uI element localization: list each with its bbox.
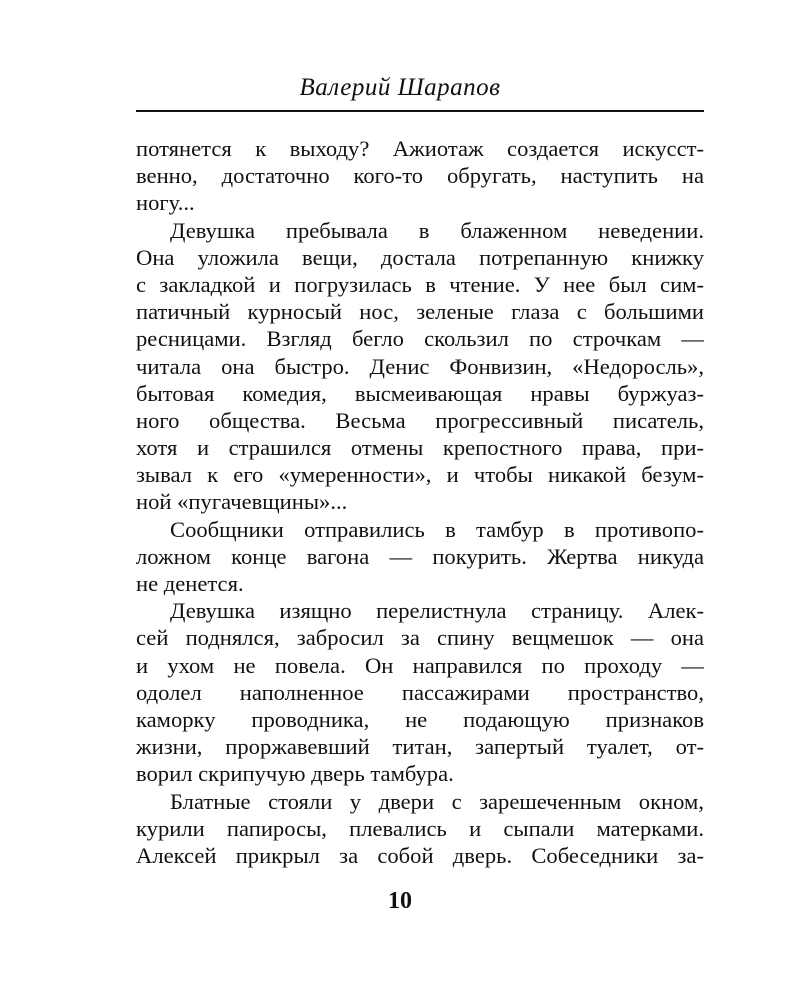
running-head-author: Валерий Шарапов (299, 74, 501, 101)
text-line: не денется. (136, 571, 244, 596)
text-line: и ухом не повела. Он направился по проходу — (136, 652, 704, 678)
text-line: сей поднялся, забросил за спину вещмешок — она (136, 625, 704, 651)
text-line: с закладкой и погрузилась в чтение. У нее был сим- (136, 271, 704, 297)
text-line: ной «пугачевщины»... (136, 489, 348, 515)
text-line: жизни, проржавевший титан, запертый туалет, от- (136, 734, 704, 760)
text-line: Блатные стояли у двери с зарешеченным окном, (170, 788, 704, 814)
text-line: ворил скрипучую дверь тамбура. (136, 761, 454, 787)
text-line: Алексей прикрыл за собой дверь. Собеседники за- (136, 842, 704, 868)
body-text (136, 135, 704, 869)
page-number: 10 (388, 888, 412, 914)
text-line: Сообщники отправились в тамбур в противопо- (170, 516, 704, 542)
text-line: потянется к выходу? Ажиотаж создается искусст- (136, 136, 704, 161)
text-line: Девушка изящно перелистнула страницу. Алек- (170, 598, 704, 624)
text-line: ного общества. Весьма прогрессивный писатель, (136, 407, 704, 433)
text-line: патичный курносый нос, зеленые глаза с большими (136, 299, 704, 325)
text-line: читала она быстро. Денис Фонвизин, «Недоросль», (136, 353, 704, 379)
text-line: Она уложила вещи, достала потрепанную книжку (136, 244, 704, 270)
text-line: ногу... (136, 190, 195, 216)
text-line: венно, достаточно кого-то обругать, наступить на (136, 163, 704, 189)
text-line: Девушка пребывала в блаженном неведении. (170, 217, 704, 243)
header-rule (136, 110, 704, 112)
text-line: одолел наполненное пассажирами пространство, (136, 679, 704, 705)
text-line: бытовая комедия, высмеивающая нравы буржуаз- (136, 380, 704, 406)
text-line: курили папиросы, плевались и сыпали матерками. (136, 815, 704, 841)
text-line: ресницами. Взгляд бегло скользил по строчкам — (136, 326, 704, 352)
text-line: ложном конце вагона — покурить. Жертва никуда (136, 543, 704, 569)
text-line: хотя и страшился отмены крепостного права, при- (136, 435, 704, 461)
text-line: каморку проводника, не подающую признаков (136, 706, 704, 732)
text-line: зывал к его «умеренности», и чтобы никакой безум- (136, 462, 704, 488)
